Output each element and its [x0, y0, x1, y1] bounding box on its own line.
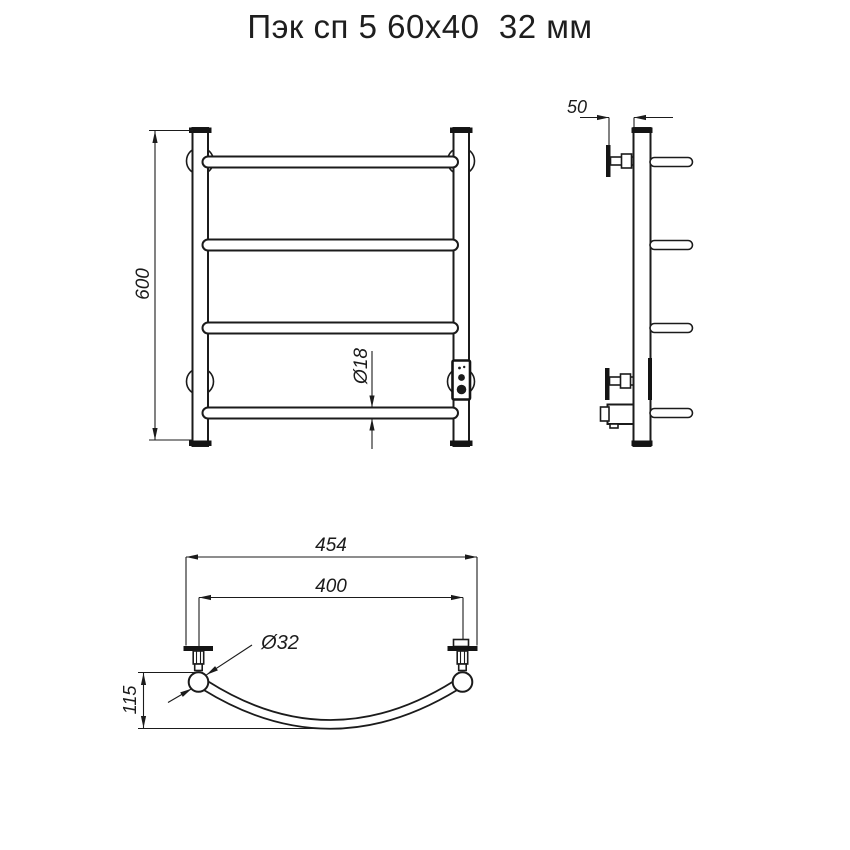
- rail-stub: [650, 409, 693, 418]
- overall-width-label: 454: [315, 535, 347, 556]
- arrowhead: [152, 428, 157, 440]
- rail-stub: [650, 158, 693, 167]
- tube-diameter-label: Ø18: [351, 348, 372, 384]
- post-diameter-label: Ø32: [261, 632, 299, 654]
- arrowhead: [369, 396, 374, 408]
- arrowhead: [180, 689, 192, 697]
- arrowhead: [152, 131, 157, 143]
- wall-offset-label: 50: [566, 97, 588, 117]
- rail-1: [203, 157, 459, 168]
- arrowhead: [369, 419, 374, 431]
- control-knob: [457, 385, 467, 395]
- post-profile: [634, 128, 651, 446]
- arrowhead: [141, 716, 146, 728]
- front-view: [133, 128, 475, 450]
- rail-3: [203, 323, 459, 334]
- arrowhead: [207, 666, 218, 675]
- curve-depth-label: 115: [120, 685, 140, 715]
- dimension-tube-diameter-18: [351, 348, 375, 449]
- rail-stub: [650, 324, 693, 333]
- rail-4: [203, 408, 459, 419]
- post-cap: [450, 441, 473, 447]
- arrowhead: [634, 115, 646, 120]
- control-knob: [458, 374, 465, 381]
- indicator-dot: [458, 367, 461, 370]
- wall-bracket-bottom: [605, 368, 634, 400]
- plan-bracket-left: [184, 646, 214, 671]
- arrowhead: [186, 554, 198, 559]
- control-box: [453, 361, 471, 400]
- left-post: [193, 128, 209, 446]
- arrowhead: [597, 115, 609, 120]
- rail-2: [203, 240, 459, 251]
- post-section-right: [453, 672, 473, 692]
- dimension-spacing-400: [199, 576, 463, 600]
- post-cap: [632, 441, 653, 447]
- arrowhead: [465, 554, 477, 559]
- arrowhead: [451, 595, 463, 600]
- rail-stub: [650, 241, 693, 250]
- post-cap: [450, 128, 473, 134]
- height-dim-label: 600: [133, 268, 154, 300]
- dimension-wall-offset-50: [567, 97, 673, 146]
- mount-spacing-label: 400: [315, 576, 347, 597]
- curved-rail-inner: [208, 681, 455, 720]
- wall-bracket-top: [606, 145, 634, 177]
- dimension-height-600: [133, 131, 193, 441]
- post-cap: [189, 441, 212, 447]
- dimension-depth-115: [120, 673, 333, 729]
- plan-bracket-right: [448, 640, 478, 671]
- heater-unit: [601, 405, 634, 429]
- curved-rail-outer: [203, 690, 458, 729]
- plan-view: [120, 535, 478, 729]
- drawing-title: Пэк сп 5 60х40 32 мм: [247, 8, 593, 45]
- side-view: [567, 97, 693, 446]
- dimension-overall-454: [186, 535, 477, 560]
- callout-post-diameter-32: [168, 632, 299, 703]
- heating-element-edge: [648, 358, 652, 400]
- arrowhead: [141, 673, 146, 685]
- indicator-dot: [463, 366, 465, 368]
- post-cap: [632, 128, 653, 134]
- arrowhead: [199, 595, 211, 600]
